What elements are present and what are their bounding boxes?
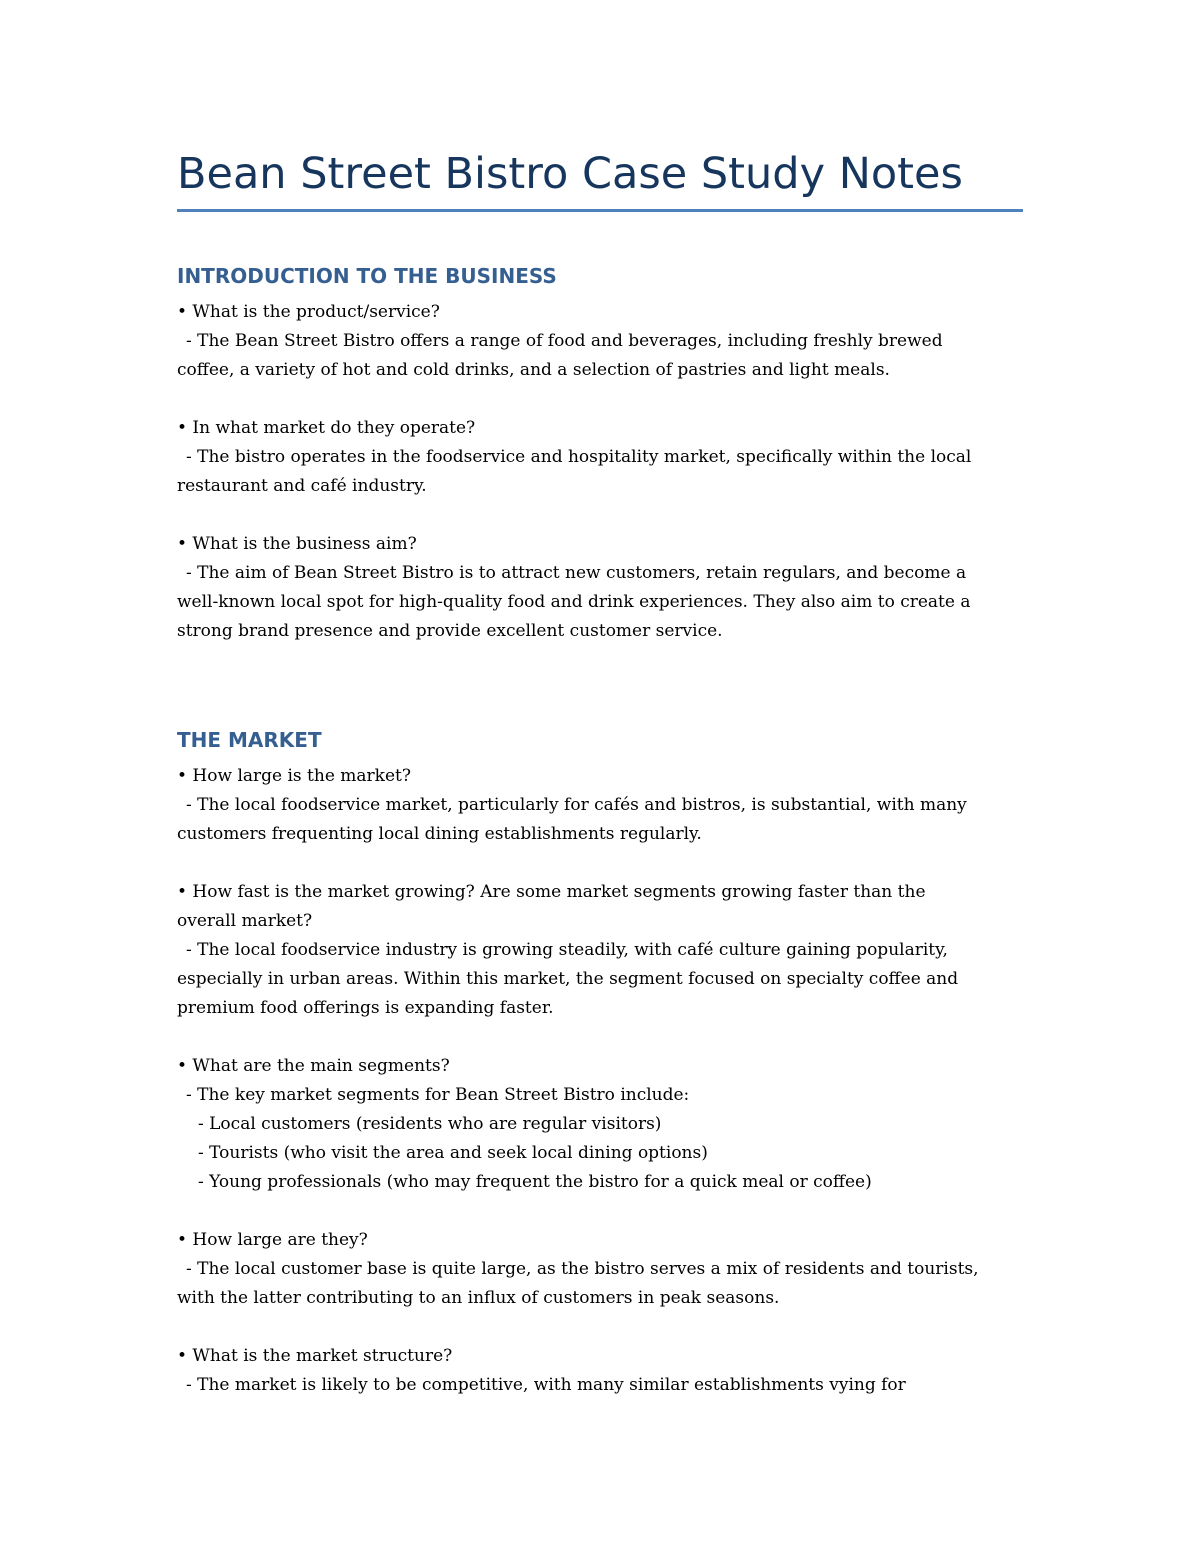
document-title: Bean Street Bistro Case Study Notes	[177, 149, 963, 199]
segment-item: - Tourists (who visit the area and seek local dining options)	[198, 1143, 708, 1163]
answer-line: - The Bean Street Bistro offers a range of food and beverages, including freshly brewed	[186, 331, 943, 351]
segment-item: - Young professionals (who may frequent the bistro for a quick meal or coffee)	[198, 1172, 872, 1192]
question: • What is the market structure?	[177, 1346, 453, 1366]
question: • What is the business aim?	[177, 534, 417, 554]
segment-item: - Local customers (residents who are regular visitors)	[198, 1114, 662, 1134]
question: • How large is the market?	[177, 766, 411, 786]
paragraph-gap	[177, 501, 1023, 530]
answer-line: restaurant and café industry.	[177, 476, 427, 496]
paragraph-gap	[177, 1023, 1023, 1052]
answer-line: - The local customer base is quite large, as the bistro serves a mix of residents and tourists,	[186, 1259, 979, 1279]
question: • How large are they?	[177, 1230, 368, 1250]
answer-line: with the latter contributing to an influx of customers in peak seasons.	[177, 1288, 780, 1308]
answer-line: - The bistro operates in the foodservice and hospitality market, specifically within the local	[186, 447, 972, 467]
answer-line: - The key market segments for Bean Street Bistro include:	[186, 1085, 690, 1105]
answer-line: - The local foodservice industry is growing steadily, with café culture gaining popularity,	[186, 940, 948, 960]
paragraph-gap	[177, 385, 1023, 414]
title-underline	[177, 209, 1023, 212]
section-body-market	[177, 762, 1023, 1400]
section-heading-market: THE MARKET	[177, 728, 322, 752]
question: • In what market do they operate?	[177, 418, 476, 438]
answer-line: - The aim of Bean Street Bistro is to attract new customers, retain regulars, and become a	[186, 563, 967, 583]
question: • What is the product/service?	[177, 302, 440, 322]
answer-line: well-known local spot for high-quality food and drink experiences. They also aim to create a	[177, 592, 971, 612]
answer-line: customers frequenting local dining establishments regularly.	[177, 824, 702, 844]
answer-line: - The local foodservice market, particularly for cafés and bistros, is substantial, with many	[186, 795, 967, 815]
answer-line: especially in urban areas. Within this market, the segment focused on specialty coffee and	[177, 969, 959, 989]
section-heading-introduction: INTRODUCTION TO THE BUSINESS	[177, 264, 557, 288]
answer-line: coffee, a variety of hot and cold drinks, and a selection of pastries and light meals.	[177, 360, 890, 380]
section-body-introduction	[177, 298, 1023, 646]
answer-line: strong brand presence and provide excellent customer service.	[177, 621, 723, 641]
answer-line: premium food offerings is expanding faster.	[177, 998, 554, 1018]
paragraph-gap	[177, 1313, 1023, 1342]
paragraph-gap	[177, 849, 1023, 878]
question: • How fast is the market growing? Are some market segments growing faster than the	[177, 882, 926, 902]
paragraph-gap	[177, 1197, 1023, 1226]
question: • What are the main segments?	[177, 1056, 450, 1076]
question: overall market?	[177, 911, 313, 931]
answer-line: - The market is likely to be competitive, with many similar establishments vying for	[186, 1375, 906, 1395]
